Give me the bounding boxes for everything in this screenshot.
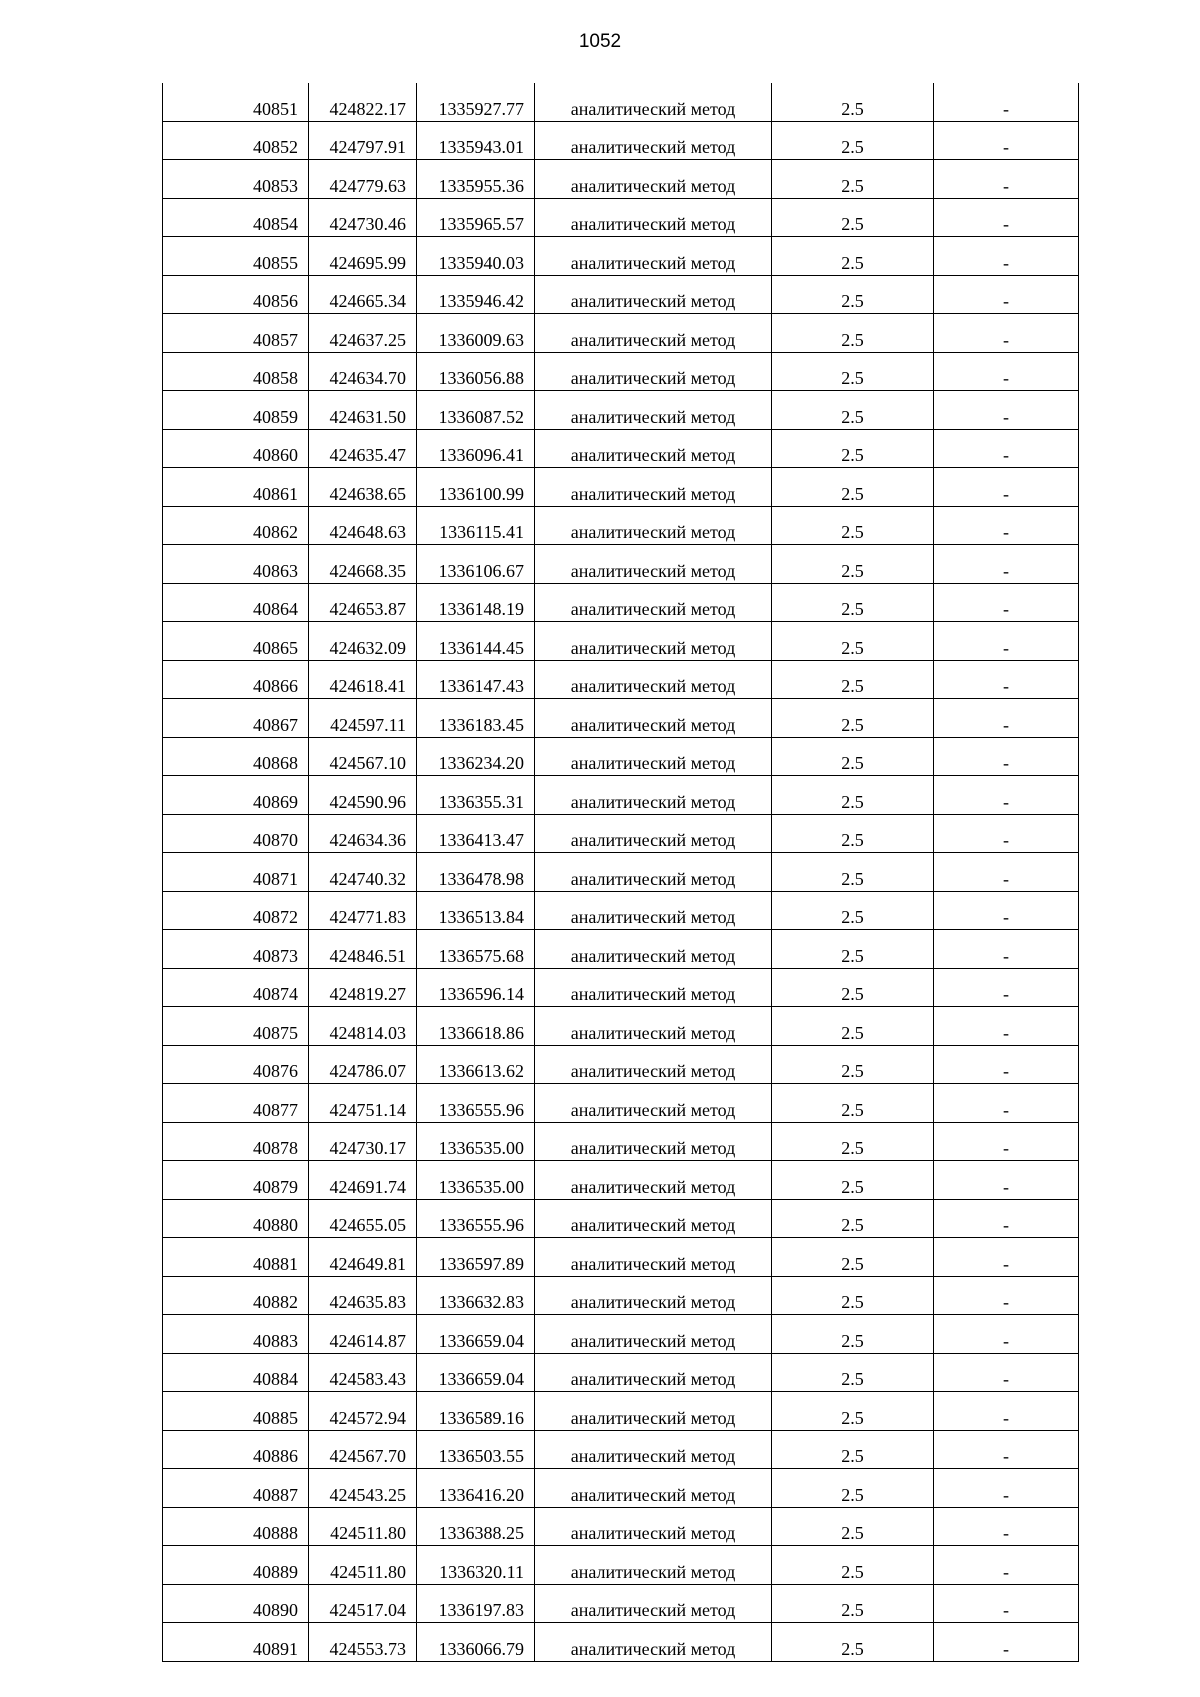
accuracy-cell: 2.5: [772, 468, 934, 507]
table-row: [163, 1507, 1079, 1546]
method-cell: аналитический метод: [535, 1161, 772, 1200]
y-coordinate-cell: 1336096.41: [417, 429, 535, 468]
description-cell: -: [934, 1122, 1079, 1161]
point-number-cell: 40856: [163, 275, 309, 314]
description-cell: -: [934, 1469, 1079, 1508]
point-number-cell: 40852: [163, 121, 309, 160]
table-row: [163, 429, 1079, 468]
description-cell: -: [934, 1199, 1079, 1238]
y-coordinate-cell: 1336416.20: [417, 1469, 535, 1508]
description-cell: -: [934, 1507, 1079, 1546]
description-cell: -: [934, 1238, 1079, 1277]
y-coordinate-cell: 1336087.52: [417, 391, 535, 430]
accuracy-cell: 2.5: [772, 429, 934, 468]
x-coordinate-cell: 424649.81: [309, 1238, 417, 1277]
table-row: [163, 160, 1079, 199]
description-cell: -: [934, 930, 1079, 969]
point-number-cell: 40853: [163, 160, 309, 199]
table-row: [163, 1084, 1079, 1123]
coordinates-table-body: [163, 83, 1079, 1661]
accuracy-cell: 2.5: [772, 737, 934, 776]
x-coordinate-cell: 424635.83: [309, 1276, 417, 1315]
point-number-cell: 40889: [163, 1546, 309, 1585]
y-coordinate-cell: 1336632.83: [417, 1276, 535, 1315]
table-row: [163, 776, 1079, 815]
x-coordinate-cell: 424814.03: [309, 1007, 417, 1046]
method-cell: аналитический метод: [535, 1430, 772, 1469]
description-cell: -: [934, 1392, 1079, 1431]
y-coordinate-cell: 1335943.01: [417, 121, 535, 160]
y-coordinate-cell: 1335955.36: [417, 160, 535, 199]
method-cell: аналитический метод: [535, 1507, 772, 1546]
accuracy-cell: 2.5: [772, 83, 934, 121]
accuracy-cell: 2.5: [772, 1045, 934, 1084]
method-cell: аналитический метод: [535, 1584, 772, 1623]
y-coordinate-cell: 1335946.42: [417, 275, 535, 314]
description-cell: -: [934, 237, 1079, 276]
accuracy-cell: 2.5: [772, 930, 934, 969]
method-cell: аналитический метод: [535, 583, 772, 622]
table-row: [163, 1584, 1079, 1623]
method-cell: аналитический метод: [535, 1353, 772, 1392]
x-coordinate-cell: 424751.14: [309, 1084, 417, 1123]
accuracy-cell: 2.5: [772, 853, 934, 892]
description-cell: -: [934, 275, 1079, 314]
y-coordinate-cell: 1336413.47: [417, 814, 535, 853]
accuracy-cell: 2.5: [772, 1392, 934, 1431]
description-cell: -: [934, 776, 1079, 815]
point-number-cell: 40876: [163, 1045, 309, 1084]
y-coordinate-cell: 1336589.16: [417, 1392, 535, 1431]
accuracy-cell: 2.5: [772, 275, 934, 314]
accuracy-cell: 2.5: [772, 583, 934, 622]
table-row: [163, 1546, 1079, 1585]
description-cell: -: [934, 160, 1079, 199]
accuracy-cell: 2.5: [772, 121, 934, 160]
method-cell: аналитический метод: [535, 314, 772, 353]
table-row: [163, 583, 1079, 622]
description-cell: -: [934, 83, 1079, 121]
method-cell: аналитический метод: [535, 506, 772, 545]
description-cell: -: [934, 1276, 1079, 1315]
y-coordinate-cell: 1336478.98: [417, 853, 535, 892]
x-coordinate-cell: 424648.63: [309, 506, 417, 545]
accuracy-cell: 2.5: [772, 1238, 934, 1277]
y-coordinate-cell: 1336535.00: [417, 1122, 535, 1161]
point-number-cell: 40855: [163, 237, 309, 276]
method-cell: аналитический метод: [535, 1045, 772, 1084]
description-cell: -: [934, 1315, 1079, 1354]
y-coordinate-cell: 1336659.04: [417, 1353, 535, 1392]
y-coordinate-cell: 1336596.14: [417, 968, 535, 1007]
y-coordinate-cell: 1336555.96: [417, 1199, 535, 1238]
x-coordinate-cell: 424637.25: [309, 314, 417, 353]
y-coordinate-cell: 1336320.11: [417, 1546, 535, 1585]
table-row: [163, 275, 1079, 314]
point-number-cell: 40867: [163, 699, 309, 738]
table-row: [163, 506, 1079, 545]
x-coordinate-cell: 424691.74: [309, 1161, 417, 1200]
table-row: [163, 814, 1079, 853]
x-coordinate-cell: 424655.05: [309, 1199, 417, 1238]
accuracy-cell: 2.5: [772, 1007, 934, 1046]
x-coordinate-cell: 424730.17: [309, 1122, 417, 1161]
x-coordinate-cell: 424695.99: [309, 237, 417, 276]
method-cell: аналитический метод: [535, 1469, 772, 1508]
method-cell: аналитический метод: [535, 891, 772, 930]
accuracy-cell: 2.5: [772, 545, 934, 584]
point-number-cell: 40870: [163, 814, 309, 853]
x-coordinate-cell: 424572.94: [309, 1392, 417, 1431]
x-coordinate-cell: 424819.27: [309, 968, 417, 1007]
point-number-cell: 40873: [163, 930, 309, 969]
table-row: [163, 314, 1079, 353]
x-coordinate-cell: 424730.46: [309, 198, 417, 237]
point-number-cell: 40869: [163, 776, 309, 815]
y-coordinate-cell: 1336388.25: [417, 1507, 535, 1546]
method-cell: аналитический метод: [535, 699, 772, 738]
y-coordinate-cell: 1336575.68: [417, 930, 535, 969]
point-number-cell: 40863: [163, 545, 309, 584]
point-number-cell: 40862: [163, 506, 309, 545]
point-number-cell: 40887: [163, 1469, 309, 1508]
table-row: [163, 699, 1079, 738]
method-cell: аналитический метод: [535, 660, 772, 699]
y-coordinate-cell: 1336503.55: [417, 1430, 535, 1469]
description-cell: -: [934, 391, 1079, 430]
x-coordinate-cell: 424553.73: [309, 1623, 417, 1662]
method-cell: аналитический метод: [535, 1238, 772, 1277]
description-cell: -: [934, 737, 1079, 776]
method-cell: аналитический метод: [535, 121, 772, 160]
table-row: [163, 237, 1079, 276]
y-coordinate-cell: 1336234.20: [417, 737, 535, 776]
description-cell: -: [934, 660, 1079, 699]
method-cell: аналитический метод: [535, 352, 772, 391]
table-row: [163, 930, 1079, 969]
point-number-cell: 40871: [163, 853, 309, 892]
x-coordinate-cell: 424846.51: [309, 930, 417, 969]
point-number-cell: 40890: [163, 1584, 309, 1623]
point-number-cell: 40851: [163, 83, 309, 121]
method-cell: аналитический метод: [535, 930, 772, 969]
accuracy-cell: 2.5: [772, 1623, 934, 1662]
point-number-cell: 40891: [163, 1623, 309, 1662]
point-number-cell: 40883: [163, 1315, 309, 1354]
accuracy-cell: 2.5: [772, 1276, 934, 1315]
point-number-cell: 40888: [163, 1507, 309, 1546]
x-coordinate-cell: 424517.04: [309, 1584, 417, 1623]
accuracy-cell: 2.5: [772, 622, 934, 661]
accuracy-cell: 2.5: [772, 1430, 934, 1469]
point-number-cell: 40880: [163, 1199, 309, 1238]
point-number-cell: 40884: [163, 1353, 309, 1392]
method-cell: аналитический метод: [535, 1122, 772, 1161]
table-row: [163, 391, 1079, 430]
x-coordinate-cell: 424822.17: [309, 83, 417, 121]
x-coordinate-cell: 424797.91: [309, 121, 417, 160]
point-number-cell: 40879: [163, 1161, 309, 1200]
method-cell: аналитический метод: [535, 1276, 772, 1315]
description-cell: -: [934, 1353, 1079, 1392]
point-number-cell: 40881: [163, 1238, 309, 1277]
y-coordinate-cell: 1335927.77: [417, 83, 535, 121]
x-coordinate-cell: 424567.10: [309, 737, 417, 776]
table-row: [163, 1238, 1079, 1277]
method-cell: аналитический метод: [535, 853, 772, 892]
point-number-cell: 40866: [163, 660, 309, 699]
method-cell: аналитический метод: [535, 1546, 772, 1585]
point-number-cell: 40857: [163, 314, 309, 353]
point-number-cell: 40865: [163, 622, 309, 661]
y-coordinate-cell: 1336555.96: [417, 1084, 535, 1123]
accuracy-cell: 2.5: [772, 1315, 934, 1354]
x-coordinate-cell: 424590.96: [309, 776, 417, 815]
y-coordinate-cell: 1336659.04: [417, 1315, 535, 1354]
description-cell: -: [934, 468, 1079, 507]
x-coordinate-cell: 424618.41: [309, 660, 417, 699]
point-number-cell: 40864: [163, 583, 309, 622]
table-row: [163, 1430, 1079, 1469]
coordinates-table: [162, 83, 1079, 1662]
description-cell: -: [934, 814, 1079, 853]
method-cell: аналитический метод: [535, 545, 772, 584]
point-number-cell: 40885: [163, 1392, 309, 1431]
accuracy-cell: 2.5: [772, 1507, 934, 1546]
method-cell: аналитический метод: [535, 160, 772, 199]
y-coordinate-cell: 1335940.03: [417, 237, 535, 276]
accuracy-cell: 2.5: [772, 1546, 934, 1585]
method-cell: аналитический метод: [535, 237, 772, 276]
method-cell: аналитический метод: [535, 814, 772, 853]
y-coordinate-cell: 1336618.86: [417, 1007, 535, 1046]
y-coordinate-cell: 1336009.63: [417, 314, 535, 353]
x-coordinate-cell: 424583.43: [309, 1353, 417, 1392]
y-coordinate-cell: 1336066.79: [417, 1623, 535, 1662]
table-row: [163, 622, 1079, 661]
accuracy-cell: 2.5: [772, 237, 934, 276]
description-cell: -: [934, 622, 1079, 661]
description-cell: -: [934, 583, 1079, 622]
description-cell: -: [934, 1584, 1079, 1623]
x-coordinate-cell: 424567.70: [309, 1430, 417, 1469]
description-cell: -: [934, 968, 1079, 1007]
accuracy-cell: 2.5: [772, 314, 934, 353]
method-cell: аналитический метод: [535, 622, 772, 661]
y-coordinate-cell: 1336355.31: [417, 776, 535, 815]
description-cell: -: [934, 1084, 1079, 1123]
y-coordinate-cell: 1336197.83: [417, 1584, 535, 1623]
x-coordinate-cell: 424634.70: [309, 352, 417, 391]
point-number-cell: 40878: [163, 1122, 309, 1161]
x-coordinate-cell: 424665.34: [309, 275, 417, 314]
accuracy-cell: 2.5: [772, 198, 934, 237]
accuracy-cell: 2.5: [772, 1084, 934, 1123]
x-coordinate-cell: 424786.07: [309, 1045, 417, 1084]
x-coordinate-cell: 424779.63: [309, 160, 417, 199]
accuracy-cell: 2.5: [772, 660, 934, 699]
table-row: [163, 968, 1079, 1007]
x-coordinate-cell: 424543.25: [309, 1469, 417, 1508]
description-cell: -: [934, 1623, 1079, 1662]
x-coordinate-cell: 424634.36: [309, 814, 417, 853]
table-row: [163, 1353, 1079, 1392]
method-cell: аналитический метод: [535, 275, 772, 314]
description-cell: -: [934, 314, 1079, 353]
x-coordinate-cell: 424631.50: [309, 391, 417, 430]
description-cell: -: [934, 545, 1079, 584]
description-cell: -: [934, 1161, 1079, 1200]
table-row: [163, 1199, 1079, 1238]
table-row: [163, 121, 1079, 160]
x-coordinate-cell: 424653.87: [309, 583, 417, 622]
y-coordinate-cell: 1336597.89: [417, 1238, 535, 1277]
point-number-cell: 40874: [163, 968, 309, 1007]
description-cell: -: [934, 198, 1079, 237]
description-cell: -: [934, 121, 1079, 160]
method-cell: аналитический метод: [535, 968, 772, 1007]
x-coordinate-cell: 424638.65: [309, 468, 417, 507]
x-coordinate-cell: 424635.47: [309, 429, 417, 468]
accuracy-cell: 2.5: [772, 391, 934, 430]
y-coordinate-cell: 1336106.67: [417, 545, 535, 584]
accuracy-cell: 2.5: [772, 1353, 934, 1392]
y-coordinate-cell: 1336147.43: [417, 660, 535, 699]
accuracy-cell: 2.5: [772, 506, 934, 545]
page-number: 1052: [578, 31, 622, 52]
method-cell: аналитический метод: [535, 1007, 772, 1046]
table-row: [163, 468, 1079, 507]
accuracy-cell: 2.5: [772, 1469, 934, 1508]
description-cell: -: [934, 1546, 1079, 1585]
method-cell: аналитический метод: [535, 1392, 772, 1431]
accuracy-cell: 2.5: [772, 160, 934, 199]
x-coordinate-cell: 424614.87: [309, 1315, 417, 1354]
point-number-cell: 40860: [163, 429, 309, 468]
y-coordinate-cell: 1336148.19: [417, 583, 535, 622]
x-coordinate-cell: 424740.32: [309, 853, 417, 892]
table-row: [163, 1392, 1079, 1431]
method-cell: аналитический метод: [535, 1084, 772, 1123]
table-row: [163, 83, 1079, 121]
method-cell: аналитический метод: [535, 1623, 772, 1662]
y-coordinate-cell: 1336144.45: [417, 622, 535, 661]
y-coordinate-cell: 1336056.88: [417, 352, 535, 391]
accuracy-cell: 2.5: [772, 776, 934, 815]
point-number-cell: 40877: [163, 1084, 309, 1123]
y-coordinate-cell: 1336183.45: [417, 699, 535, 738]
x-coordinate-cell: 424597.11: [309, 699, 417, 738]
accuracy-cell: 2.5: [772, 352, 934, 391]
table-row: [163, 660, 1079, 699]
description-cell: -: [934, 352, 1079, 391]
accuracy-cell: 2.5: [772, 1199, 934, 1238]
table-row: [163, 352, 1079, 391]
table-row: [163, 1623, 1079, 1662]
point-number-cell: 40872: [163, 891, 309, 930]
accuracy-cell: 2.5: [772, 1122, 934, 1161]
method-cell: аналитический метод: [535, 198, 772, 237]
x-coordinate-cell: 424632.09: [309, 622, 417, 661]
table-row: [163, 853, 1079, 892]
point-number-cell: 40882: [163, 1276, 309, 1315]
accuracy-cell: 2.5: [772, 699, 934, 738]
method-cell: аналитический метод: [535, 391, 772, 430]
description-cell: -: [934, 506, 1079, 545]
table-row: [163, 891, 1079, 930]
y-coordinate-cell: 1336100.99: [417, 468, 535, 507]
point-number-cell: 40854: [163, 198, 309, 237]
description-cell: -: [934, 1045, 1079, 1084]
table-row: [163, 1045, 1079, 1084]
table-row: [163, 1469, 1079, 1508]
y-coordinate-cell: 1336535.00: [417, 1161, 535, 1200]
x-coordinate-cell: 424511.80: [309, 1507, 417, 1546]
table-row: [163, 1161, 1079, 1200]
description-cell: -: [934, 1007, 1079, 1046]
description-cell: -: [934, 891, 1079, 930]
method-cell: аналитический метод: [535, 1199, 772, 1238]
accuracy-cell: 2.5: [772, 968, 934, 1007]
table-row: [163, 737, 1079, 776]
x-coordinate-cell: 424511.80: [309, 1546, 417, 1585]
point-number-cell: 40859: [163, 391, 309, 430]
point-number-cell: 40868: [163, 737, 309, 776]
point-number-cell: 40858: [163, 352, 309, 391]
point-number-cell: 40886: [163, 1430, 309, 1469]
x-coordinate-cell: 424668.35: [309, 545, 417, 584]
y-coordinate-cell: 1336115.41: [417, 506, 535, 545]
description-cell: -: [934, 853, 1079, 892]
y-coordinate-cell: 1335965.57: [417, 198, 535, 237]
accuracy-cell: 2.5: [772, 1161, 934, 1200]
point-number-cell: 40861: [163, 468, 309, 507]
table-row: [163, 1315, 1079, 1354]
table-row: [163, 198, 1079, 237]
method-cell: аналитический метод: [535, 1315, 772, 1354]
method-cell: аналитический метод: [535, 83, 772, 121]
description-cell: -: [934, 429, 1079, 468]
x-coordinate-cell: 424771.83: [309, 891, 417, 930]
accuracy-cell: 2.5: [772, 891, 934, 930]
table-row: [163, 1122, 1079, 1161]
accuracy-cell: 2.5: [772, 814, 934, 853]
point-number-cell: 40875: [163, 1007, 309, 1046]
method-cell: аналитический метод: [535, 776, 772, 815]
method-cell: аналитический метод: [535, 468, 772, 507]
y-coordinate-cell: 1336513.84: [417, 891, 535, 930]
table-row: [163, 545, 1079, 584]
method-cell: аналитический метод: [535, 737, 772, 776]
table-row: [163, 1007, 1079, 1046]
y-coordinate-cell: 1336613.62: [417, 1045, 535, 1084]
description-cell: -: [934, 1430, 1079, 1469]
description-cell: -: [934, 699, 1079, 738]
table-row: [163, 1276, 1079, 1315]
accuracy-cell: 2.5: [772, 1584, 934, 1623]
method-cell: аналитический метод: [535, 429, 772, 468]
